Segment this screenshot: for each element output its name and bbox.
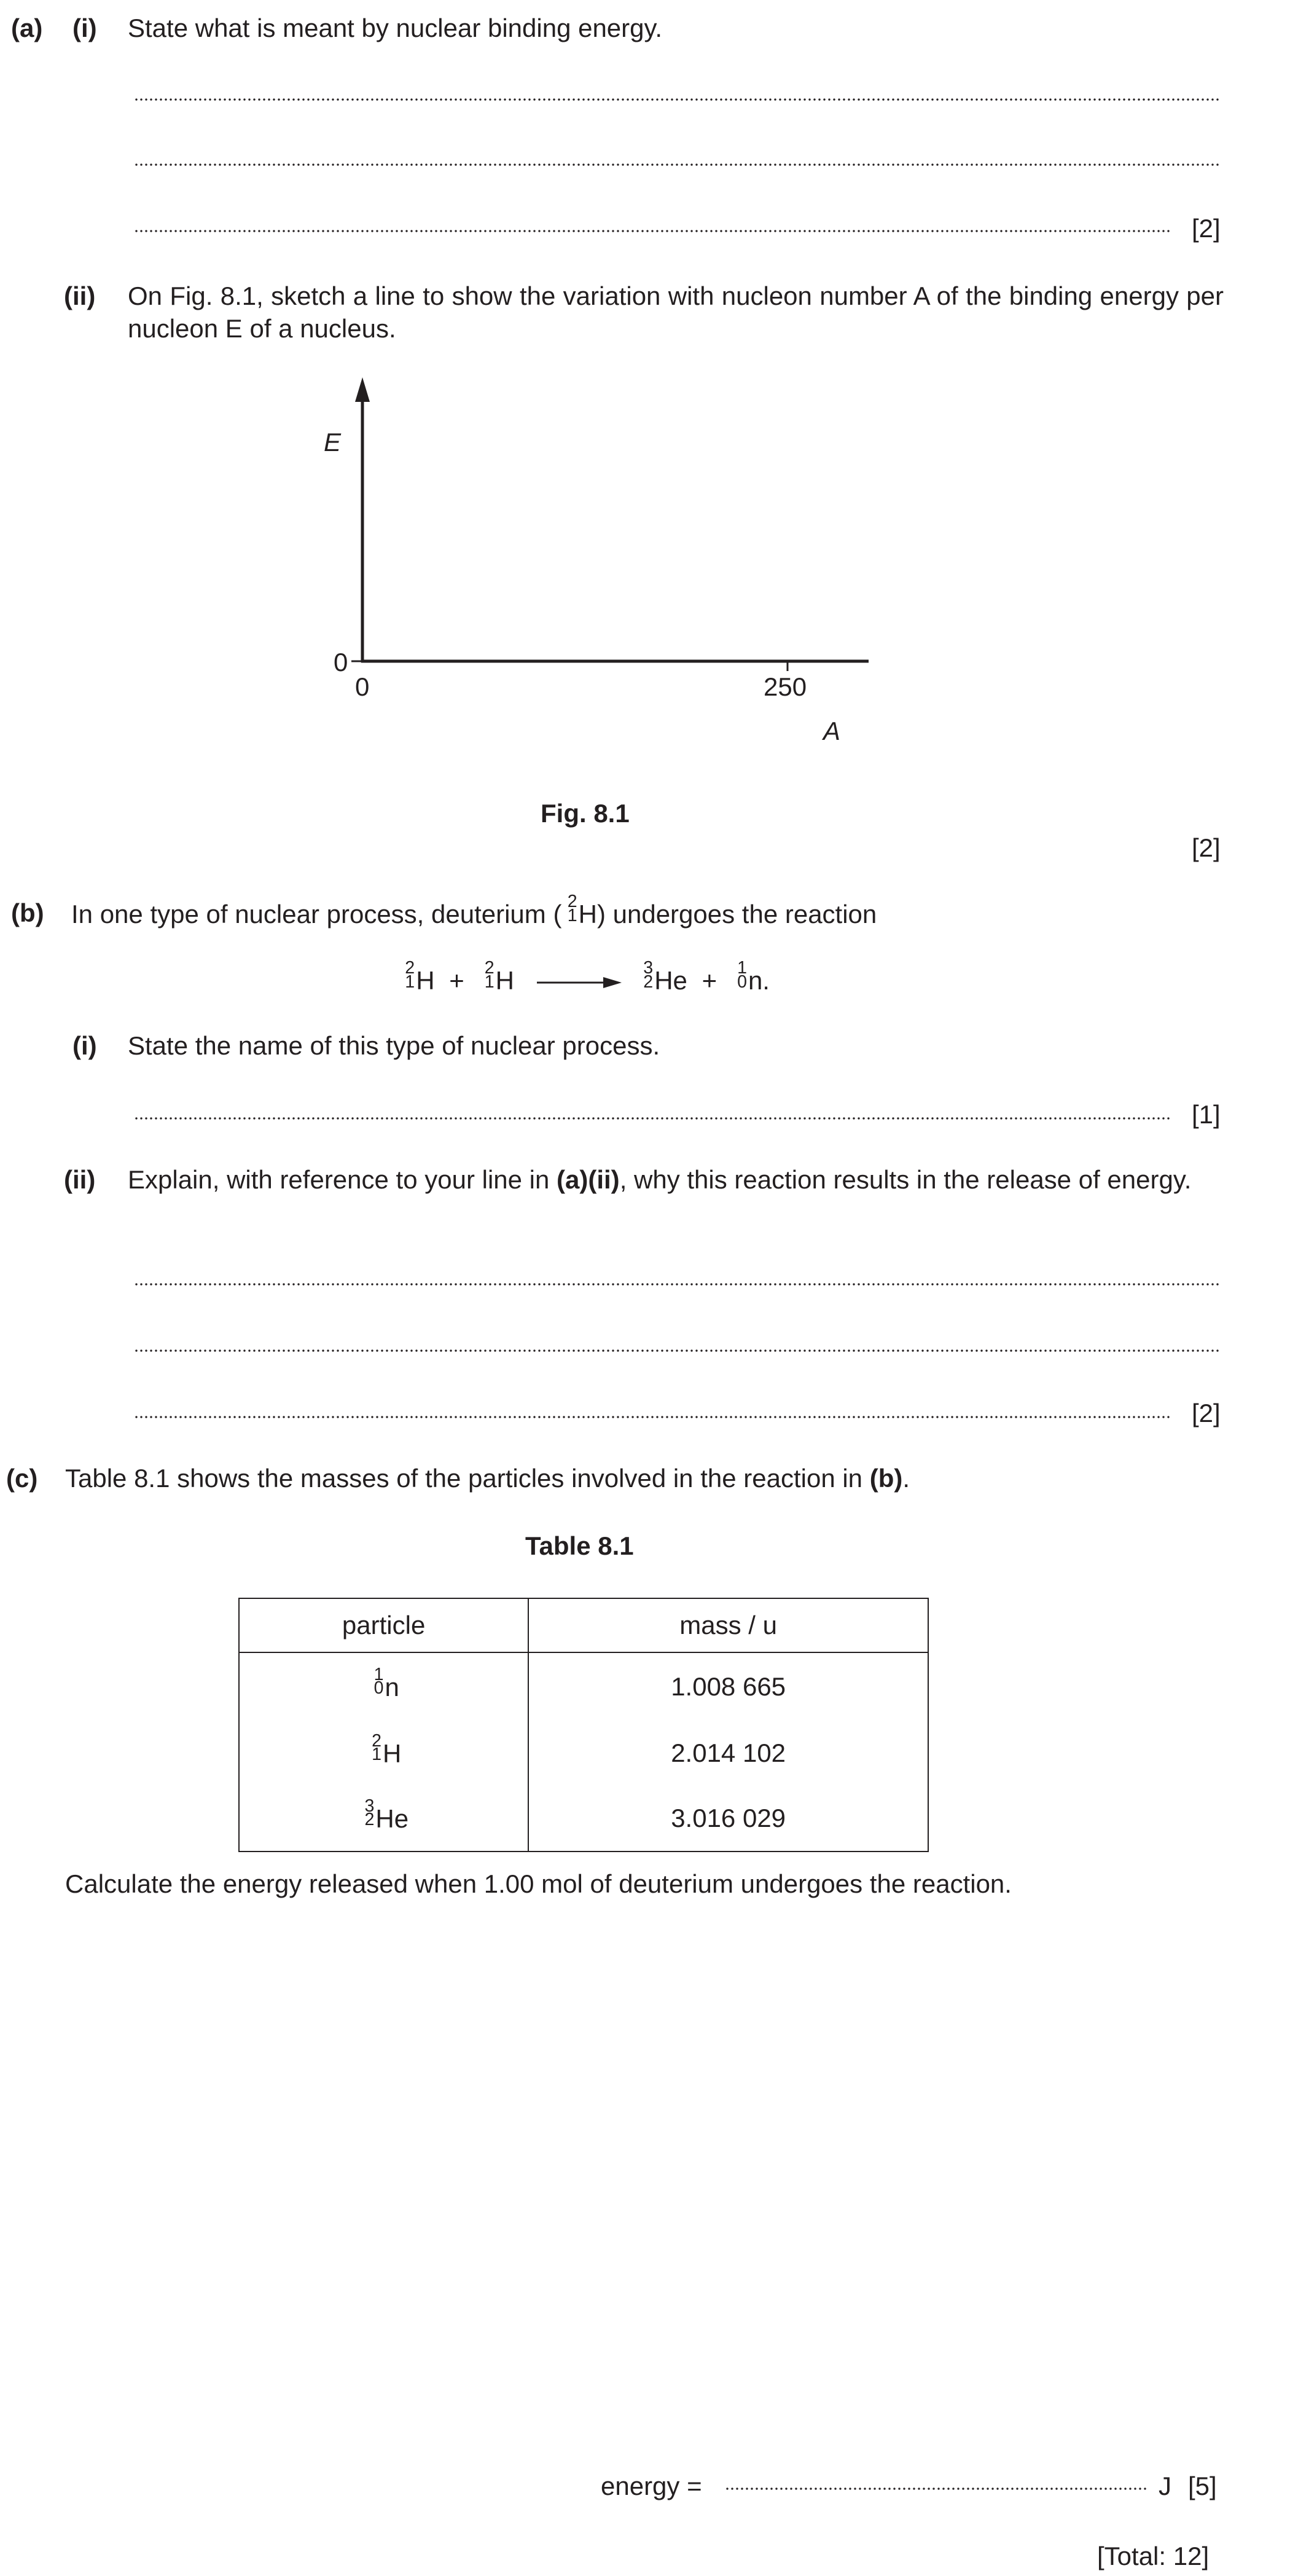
y-tick-zero: 0 [334,648,348,677]
part-b-ii-label: (ii) [64,1165,96,1194]
question-c: Calculate the energy released when 1.00 mol of deuterium undergoes the reaction. [65,1869,1012,1898]
question-b-intro: In one type of nuclear process, deuterium ( 2 1 H) undergoes the reaction [71,897,877,931]
product-helium-3: 3 2 He [643,957,687,995]
reactant-deuterium-2: 2 1 H [484,957,514,995]
question-a-ii-text: On Fig. 8.1, sketch a line to show the variation with nucleon number A of the binding energy per nucleon E of a nucleus. [128,281,1224,343]
part-a-label: (a) [11,14,43,42]
marks-b-ii: [2] [1192,1399,1221,1427]
y-axis-label: E [324,428,342,457]
x-axis-label: A [823,717,841,745]
plus-sign: + [702,966,717,995]
y-axis-arrowhead [355,377,370,402]
marks-a-i: [2] [1192,214,1221,243]
part-b-i-label: (i) [72,1031,97,1060]
answer-line[interactable] [134,1416,1172,1418]
part-b-label: (b) [11,898,44,927]
marks-c: [5] [1188,2472,1217,2500]
answer-label: energy = [601,2472,702,2500]
answer-line[interactable] [134,1349,1221,1352]
question-b-i: State the name of this type of nuclear process. [128,1031,660,1060]
table-title: Table 8.1 [525,1531,634,1560]
part-a-i-label: (i) [72,14,97,42]
column-header-mass: mass / u [528,1598,928,1652]
answer-line[interactable] [134,1117,1172,1120]
part-c-label: (c) [6,1464,38,1493]
mass-cell: 1.008 665 [528,1652,928,1721]
deuterium-nuclide: 2 1 H [567,891,597,929]
plus-sign: + [449,966,464,995]
answer-unit: J [1159,2472,1171,2500]
table-row [239,1721,928,1786]
reactant-deuterium-1: 2 1 H [405,957,435,995]
question-a-i: State what is meant by nuclear binding energy. [128,14,663,42]
reaction-equation [399,957,514,997]
total-marks: [Total: 12] [1097,2542,1210,2570]
question-b-ii: Explain, with reference to your line in (a)(ii), why this reaction results in the release of energy. [128,1165,1192,1194]
x-tick-zero: 0 [355,672,370,701]
column-header-particle: particle [239,1598,528,1652]
marks-a-ii: [2] [1192,833,1221,862]
table-8-1 [238,1598,929,1852]
particle-cell: 2 1 H [239,1721,528,1786]
reaction-products [638,957,770,997]
reaction-arrow-icon [534,973,627,992]
mass-cell: 3.016 029 [528,1786,928,1852]
answer-line[interactable] [134,1283,1221,1286]
particle-cell: 1 0 n [239,1652,528,1721]
figure-caption: Fig. 8.1 [541,799,630,828]
particle-cell: 3 2 He [239,1786,528,1852]
part-a-ii-label: (ii) [64,281,96,310]
figure-8-1-axes[interactable] [0,0,1290,799]
energy-answer-field[interactable] [725,2488,1146,2490]
marks-b-i: [1] [1192,1100,1221,1129]
table-row [239,1652,928,1721]
product-neutron: 1 0 n. [737,957,770,995]
mass-cell: 2.014 102 [528,1721,928,1786]
question-c-intro: Table 8.1 shows the masses of the particles involved in the reaction in (b). [65,1464,910,1493]
table-row [239,1786,928,1852]
x-tick-250: 250 [764,672,807,701]
